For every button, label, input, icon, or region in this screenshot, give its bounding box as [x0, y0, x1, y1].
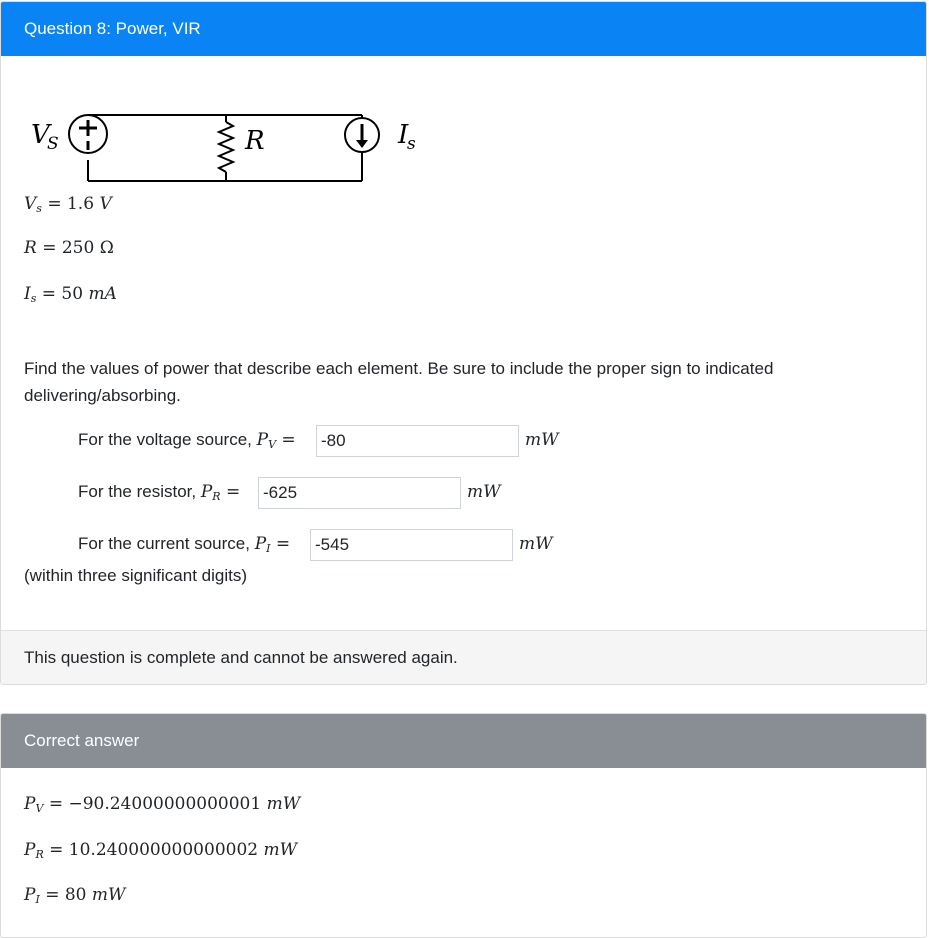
resistor-symbol: R: [245, 126, 265, 156]
given-vs: $V_s = 1.6$ V: [24, 194, 112, 215]
correct-answer-title: Correct answer: [24, 731, 140, 750]
voltage-source-icon: [69, 115, 107, 153]
correct-answer-header: [1, 714, 926, 768]
question-card: [0, 1, 927, 685]
given-is: $I_s = 50$ mA: [24, 284, 117, 305]
correct-answer-card: [0, 713, 927, 938]
vs-subscript: S: [47, 134, 59, 154]
part-resistor-label: For the resistor, $P_R$ =: [78, 482, 241, 503]
voltage-source-unit: mW: [525, 430, 559, 450]
answer-pv: $P_V = -90.24000000000001$ mW: [24, 794, 301, 815]
voltage-source-power-input[interactable]: [316, 425, 519, 457]
status-message: This question is complete and cannot be answered again.: [24, 648, 458, 667]
resistor-icon: [219, 122, 233, 172]
question-title: Question 8: Power, VIR: [24, 19, 201, 38]
part-current-source-label: For the current source, $P_I$ =: [78, 534, 291, 555]
is-symbol: I: [398, 120, 409, 150]
vs-symbol: V: [31, 120, 50, 150]
current-source-unit: mW: [519, 534, 553, 554]
question-prompt: Find the values of power that describe each element. Be sure to include the proper sign to indicated delivering/absorbing.: [24, 359, 774, 405]
answer-pi: $P_I = 80$ mW: [24, 885, 126, 906]
circuit-diagram: [21, 102, 441, 192]
resistor-unit: mW: [467, 482, 501, 502]
resistor-power-input[interactable]: [258, 477, 461, 509]
question-status-footer: [1, 630, 926, 685]
current-source-icon: [345, 118, 379, 152]
precision-note: (within three significant digits): [24, 566, 247, 585]
current-source-power-input[interactable]: [310, 529, 513, 561]
given-r: R = 250 Ω: [24, 238, 114, 258]
part-voltage-source-label: For the voltage source, $P_V$ =: [78, 430, 296, 451]
question-header: [1, 2, 926, 56]
is-subscript: s: [407, 134, 416, 154]
answer-pr: $P_R = 10.240000000000002$ mW: [24, 840, 298, 861]
